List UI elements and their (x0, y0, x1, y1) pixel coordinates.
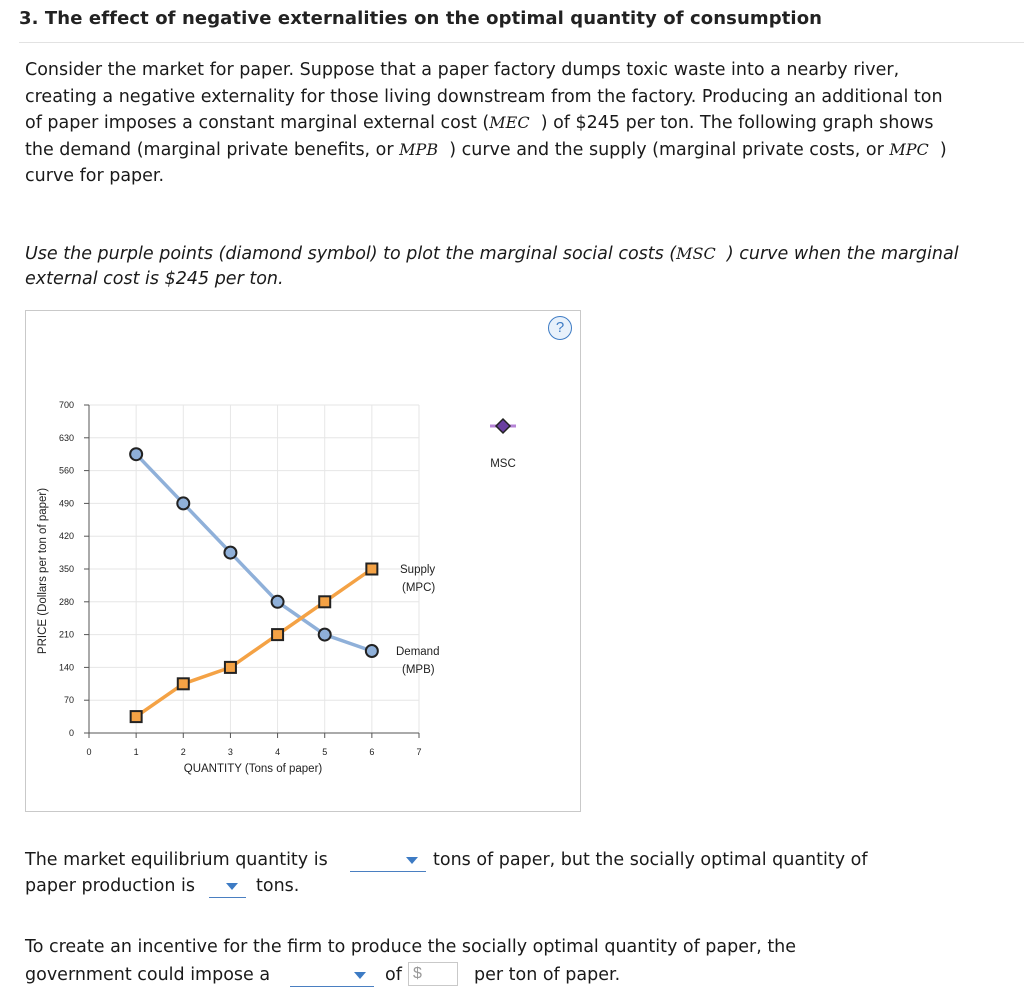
socially-optimal-quantity-dropdown[interactable] (209, 876, 246, 898)
x-tick-label: 4 (275, 747, 281, 757)
supply-point (225, 662, 236, 673)
demand-point (319, 629, 331, 641)
q2-text-3-wrap (474, 965, 620, 985)
q2-of: of (385, 965, 402, 985)
supply-label-line1: Supply (400, 564, 436, 576)
y-tick-label: 700 (58, 400, 74, 410)
intro-text-2: ) of $245 per ton. The following graph shows the demand (marginal private benefits, or (25, 113, 934, 160)
supply-label-line2: (MPC) (402, 582, 436, 594)
market-equilibrium-quantity-dropdown[interactable] (350, 850, 426, 872)
policy-amount-input[interactable] (408, 962, 458, 986)
q2-text-1-wrap (25, 937, 796, 957)
y-tick-label: 280 (58, 596, 74, 607)
demand-point (224, 547, 236, 559)
x-tick-label: 5 (322, 747, 328, 757)
chevron-down-icon (226, 883, 238, 890)
instruction-text-2: ) curve when the marginal external cost is $245 per ton. (25, 244, 959, 289)
chevron-down-icon (354, 972, 366, 979)
x-tick-label: 6 (369, 747, 375, 757)
q1-text-2-wrap (433, 850, 868, 870)
y-tick-label: 420 (58, 531, 74, 542)
q1-text-4: tons. (256, 876, 300, 896)
q1-text-3: paper production is (25, 876, 195, 896)
x-axis-label: QUANTITY (Tons of paper) (183, 763, 323, 775)
supply-point (366, 564, 377, 575)
q2-text-2: government could impose a (25, 965, 271, 985)
intro-text-4: ) curve for paper. (25, 139, 947, 186)
y-tick-label: 0 (68, 728, 74, 738)
supply-point (272, 629, 283, 640)
demand-label-line1: Demand (396, 646, 440, 658)
msc-tool[interactable] (490, 419, 516, 433)
instruction-text-1: Use the purple points (diamond symbol) to plot the marginal social costs ( (25, 244, 677, 264)
supply-point (319, 596, 330, 607)
axes-layer (59, 400, 422, 757)
y-tick-label: 140 (58, 662, 74, 673)
y-axis-label: PRICE (Dollars per ton of paper) (37, 487, 49, 655)
help-icon[interactable]: ? (548, 316, 572, 340)
q2-text-1: To create an incentive for the firm to produce the socially optimal quantity of paper, the (25, 937, 797, 957)
x-tick-label: 0 (86, 747, 92, 757)
x-tick-label: 3 (227, 747, 233, 757)
chevron-down-icon (406, 857, 418, 864)
msc-symbol: MSC (676, 244, 716, 263)
y-tick-label: 350 (58, 564, 74, 574)
y-tick-label: 70 (63, 695, 74, 706)
msc-tool-label: MSC (490, 458, 516, 470)
demand-point (366, 645, 378, 657)
q2-of-wrap (385, 965, 402, 985)
demand-point (272, 596, 284, 608)
y-tick-label: 630 (58, 432, 74, 443)
x-tick-label: 1 (133, 747, 139, 757)
supply-point (178, 678, 189, 689)
mpb-symbol: MPB (399, 139, 439, 159)
answer-line-1 (25, 850, 328, 870)
q2-text-2-wrap (25, 965, 270, 985)
x-tick-label: 7 (416, 747, 422, 757)
y-tick-label: 210 (58, 629, 74, 640)
q1-text-1: The market equilibrium quantity is (25, 850, 328, 870)
q2-text-3: per ton of paper. (474, 965, 621, 985)
policy-type-dropdown[interactable] (290, 965, 374, 987)
demand-label-line2: (MPB) (402, 664, 435, 676)
y-tick-label: 490 (58, 498, 74, 509)
demand-point (130, 448, 142, 460)
dollar-sign: $ (413, 965, 422, 982)
mpc-symbol: MPC (889, 139, 929, 159)
q1-text-4-wrap (256, 876, 299, 896)
demand-curve (136, 454, 372, 651)
intro-text-1: Consider the market for paper. Suppose that a paper factory dumps toxic waste into a nearby river, creating a negative externality for those living downstream from the factory. Producing an additional ton of paper imposes a constant marginal external cost ( (25, 60, 943, 133)
y-tick-label: 560 (58, 465, 74, 476)
x-tick-label: 2 (180, 747, 186, 757)
mec-symbol: MEC (489, 113, 530, 132)
intro-text-3: ) curve and the supply (marginal private costs, or (449, 139, 884, 160)
series-layer (130, 448, 378, 722)
msc-diamond-icon[interactable] (496, 419, 510, 433)
question-title: 3. The effect of negative externalities on the optimal quantity of consumption (19, 8, 823, 29)
supply-point (131, 711, 142, 722)
q1-text-3-wrap (25, 876, 195, 896)
supply-curve (136, 569, 372, 717)
q1-text-2: tons of paper, but the socially optimal quantity of (433, 850, 868, 870)
demand-point (177, 497, 189, 509)
